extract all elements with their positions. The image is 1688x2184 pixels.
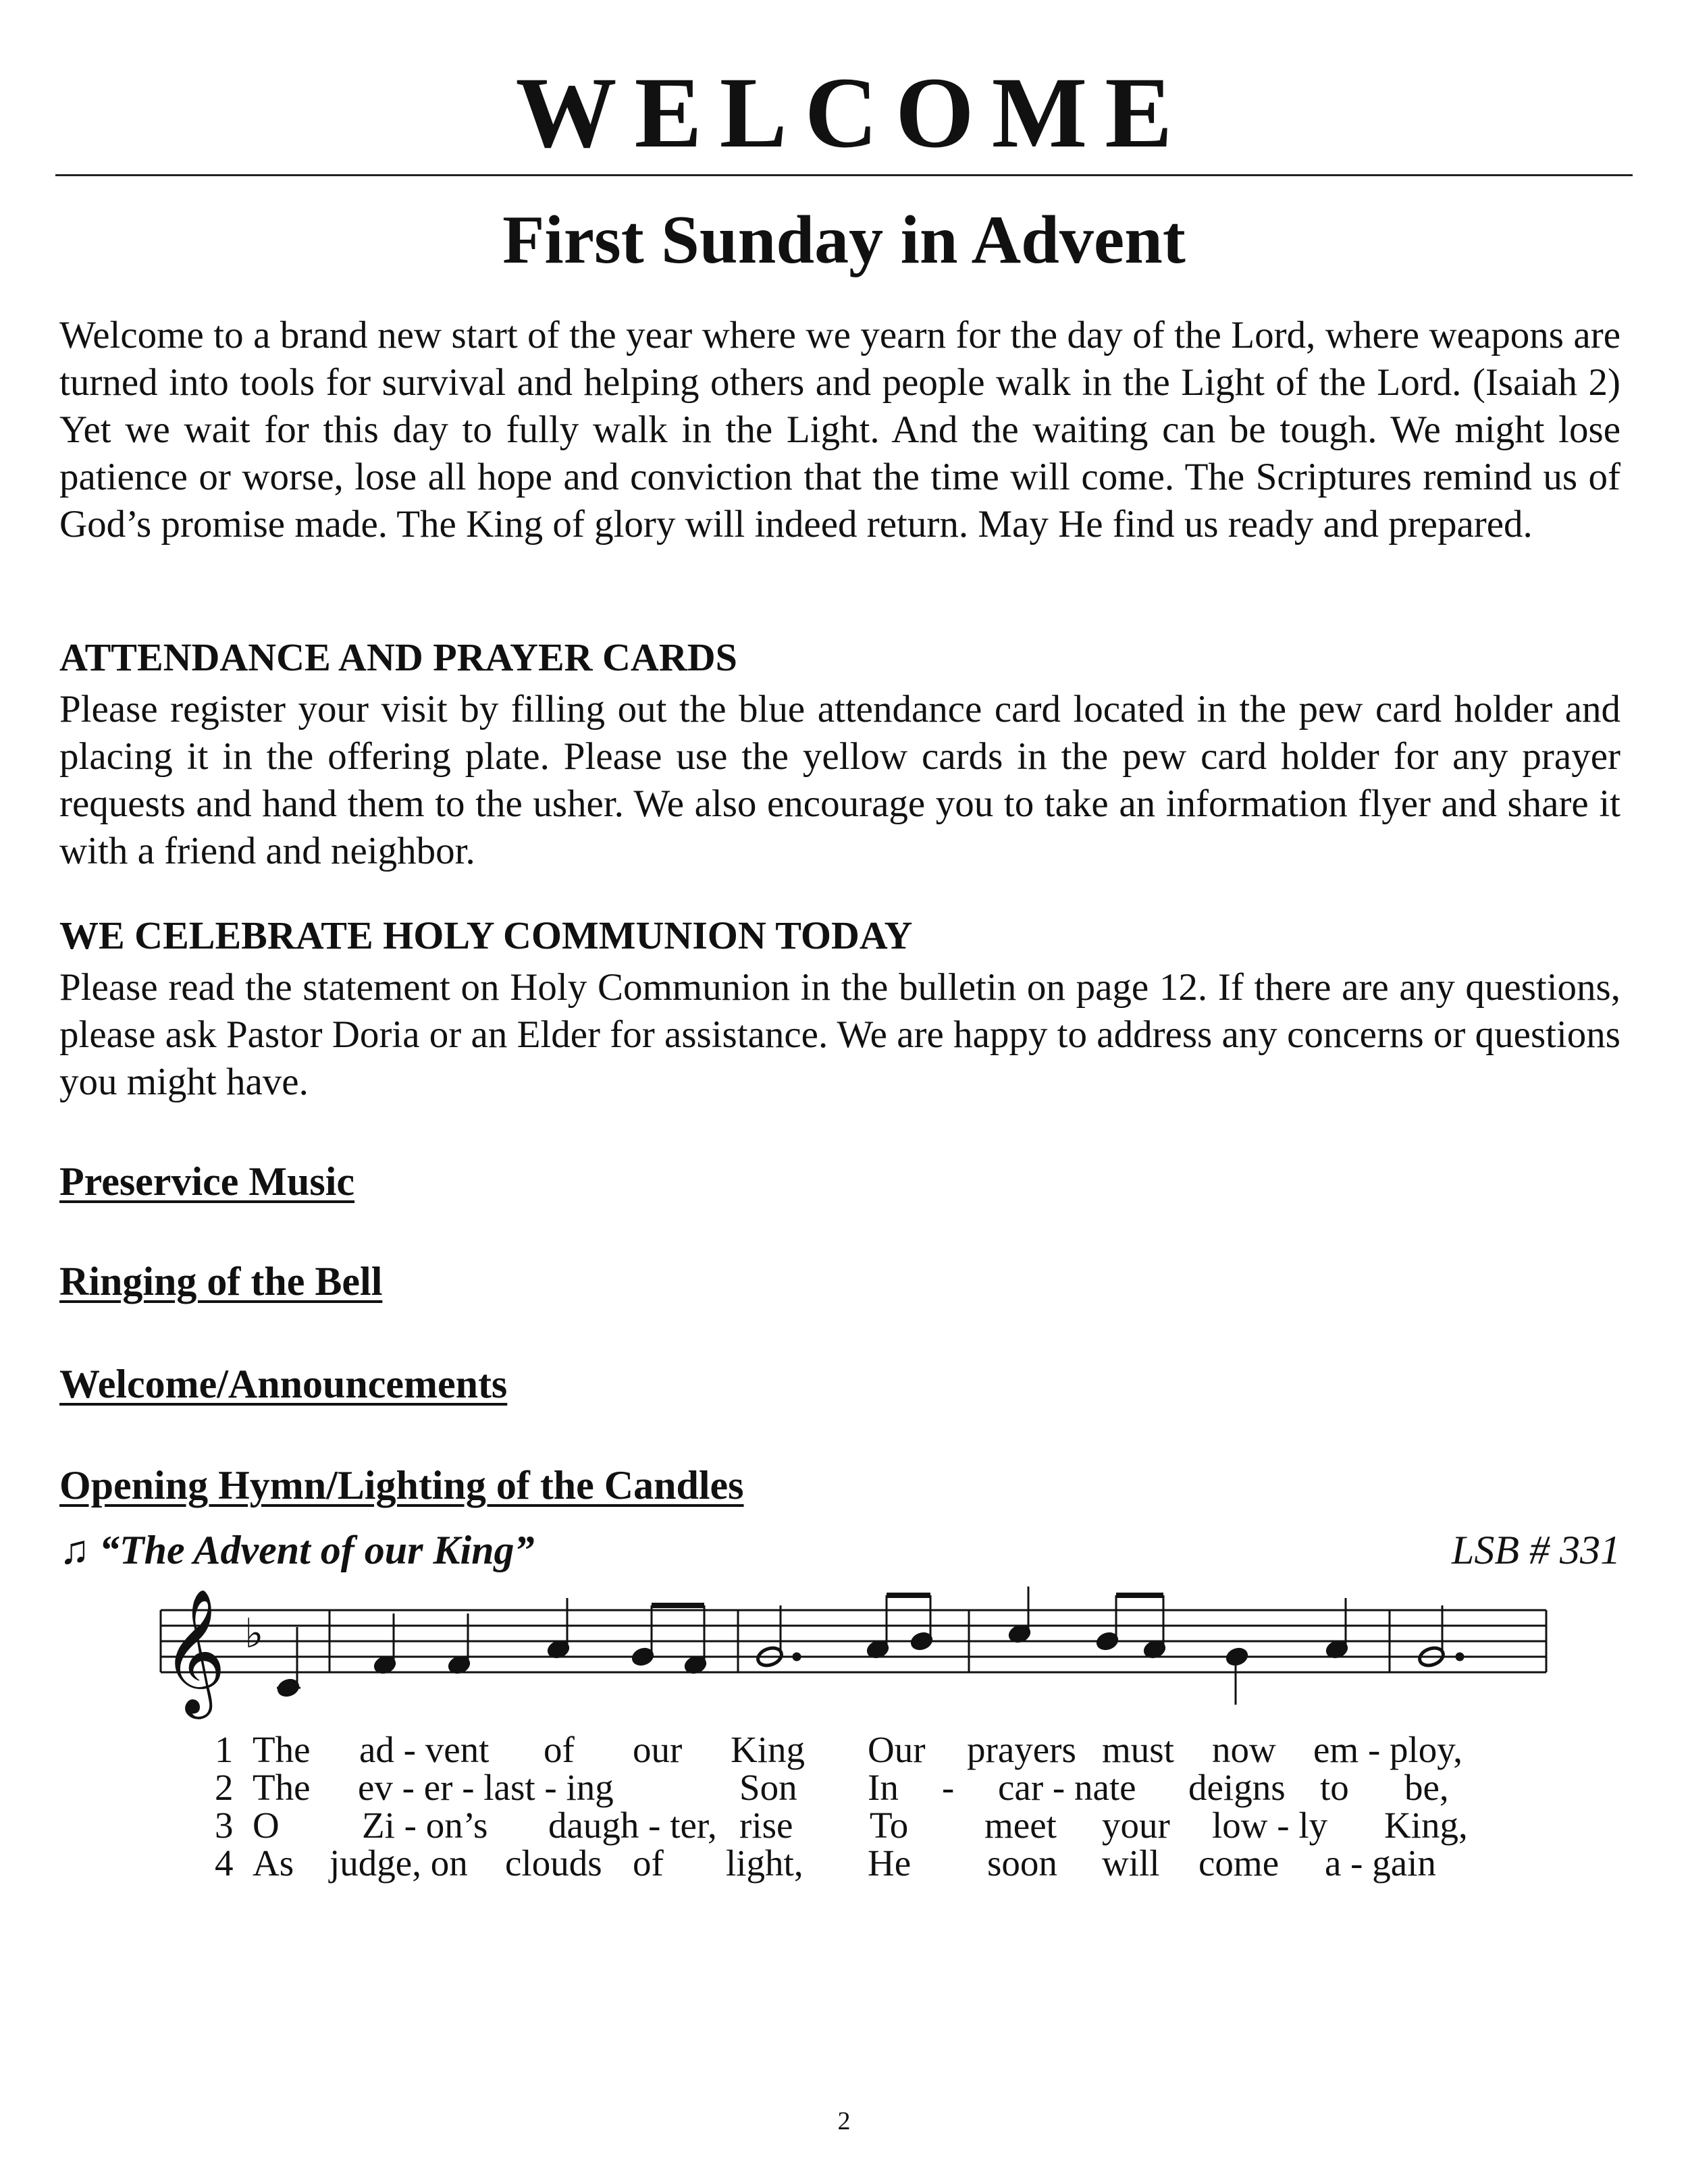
lyric: of [544, 1729, 575, 1770]
lyric: come [1198, 1842, 1280, 1884]
communion-heading: WE CELEBRATE HOLY COMMUNION TODAY [59, 913, 913, 957]
lyric: 3 [215, 1805, 234, 1846]
lyric: of [633, 1842, 664, 1884]
lyric: prayers [967, 1729, 1076, 1770]
lyric: O [253, 1805, 280, 1846]
page-subtitle: First Sunday in Advent [502, 202, 1186, 278]
page-title: WELCOME [515, 57, 1190, 169]
lyric: a - gain [1325, 1842, 1436, 1884]
lyric: will [1102, 1842, 1160, 1884]
lyric: - [942, 1767, 955, 1808]
lyric: Our [868, 1729, 926, 1770]
lyric: Son [739, 1767, 797, 1808]
lyric: meet [984, 1805, 1057, 1846]
music-note-icon: ♫ [59, 1528, 90, 1572]
lyric: to [1320, 1767, 1349, 1808]
lyric: judge, on [329, 1842, 468, 1884]
lyric: Zi - on’s [362, 1805, 488, 1846]
lyric: He [868, 1842, 912, 1884]
lyric: 2 [215, 1767, 234, 1808]
service-item-welcome-announcements: Welcome/Announcements [59, 1362, 508, 1406]
hymn-reference: LSB # 331 [1451, 1528, 1620, 1572]
lyric: 4 [215, 1842, 234, 1884]
lyric: The [253, 1729, 311, 1770]
lyric: The [253, 1767, 311, 1808]
hymn-title-text: “The Advent of our King” [99, 1528, 535, 1572]
lyric: soon [987, 1842, 1057, 1884]
lyric: our [633, 1729, 683, 1770]
service-item-opening-hymn: Opening Hymn/Lighting of the Candles [59, 1463, 744, 1508]
lyric: daugh - ter, [548, 1805, 717, 1846]
lyric: 1 [215, 1729, 234, 1770]
lyric: ev - er - last - ing [358, 1767, 614, 1808]
attendance-heading: ATTENDANCE AND PRAYER CARDS [59, 635, 737, 679]
service-item-preservice-music: Preservice Music [59, 1159, 355, 1204]
intro-text: Welcome to a brand new start of the year where we yearn for the day of the Lord, where weapons are turned into tools for survival and helping others and people walk in the Light of the Lord. (Isaiah 2) Yet we wait for this day to fully walk in the Light. And the waiting can be tough. We might lose patience or worse, lose all hope and conviction that the time will come. The Scriptures remind us of God’s promise made. The King of glory will indeed return. May He find us ready and prepared. [59, 314, 1620, 545]
lyric: ad - vent [359, 1729, 490, 1770]
lyric: must [1102, 1729, 1174, 1770]
lyric: King, [1384, 1805, 1468, 1846]
attendance-text: Please register your visit by filling out the blue attendance card located in the pew card holder and placing it in the offering plate. Please use the yellow cards in the pew card holder for any prayer requests and hand them to the usher. We also encourage you to take an information flyer and share it with a friend and neighbor. [59, 688, 1620, 872]
lyric: As [253, 1842, 294, 1884]
lyric: be, [1404, 1767, 1449, 1808]
lyric: your [1102, 1805, 1170, 1846]
page-number: 2 [837, 2107, 851, 2135]
lyric: King [731, 1729, 805, 1770]
lyric: em - ploy, [1313, 1729, 1462, 1770]
flat-sign-icon: ♭ [244, 1610, 264, 1657]
lyric: low - ly [1212, 1805, 1328, 1846]
lyric: car - nate [998, 1767, 1136, 1808]
service-item-ringing-of-bell: Ringing of the Bell [59, 1259, 383, 1304]
lyric: clouds [505, 1842, 602, 1884]
lyric: In [868, 1767, 899, 1808]
treble-clef-icon: 𝄞 [162, 1587, 226, 1713]
lyric: now [1212, 1729, 1276, 1770]
lyric: light, [726, 1842, 803, 1884]
lyric: To [870, 1805, 909, 1846]
lyric: deigns [1188, 1767, 1286, 1808]
lyric: rise [739, 1805, 793, 1846]
communion-text: Please read the statement on Holy Communion in the bulletin on page 12. If there are any questions, please ask Pastor Doria or an Elder for assistance. We are happy to address any concerns or questions you might have. [59, 966, 1620, 1103]
